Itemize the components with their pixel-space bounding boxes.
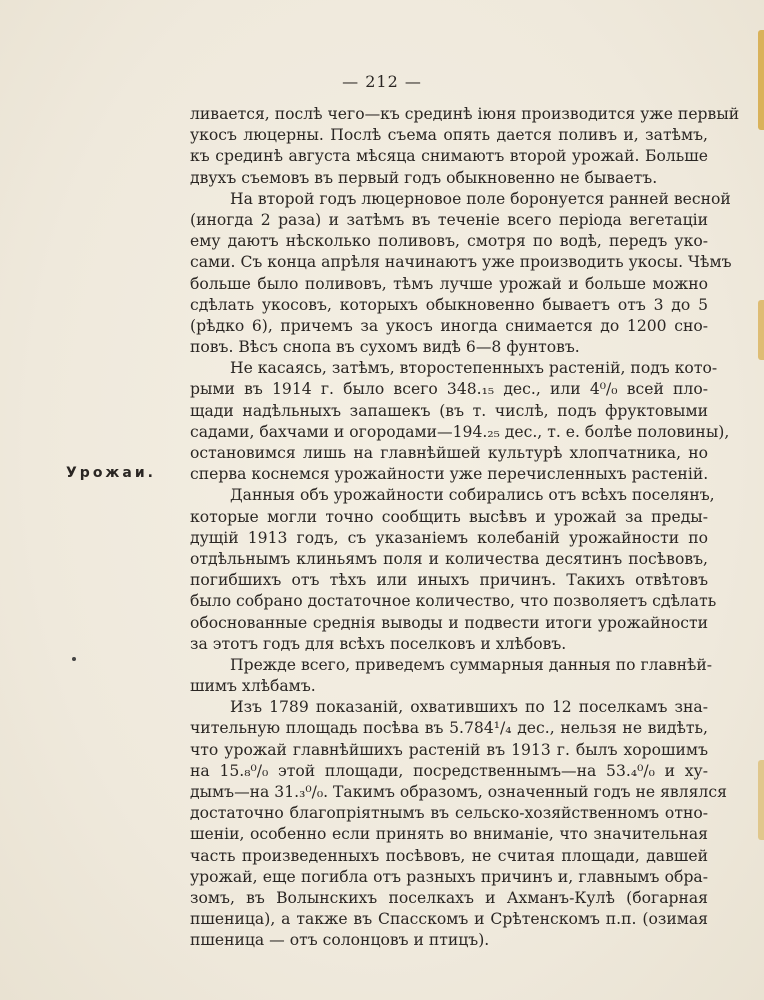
text-line: часть произведенныхъ посѣвовъ, не считая площади, давшей: [190, 846, 708, 865]
text-line: шеніи, особенно если принять во вниманіе, что значительная: [190, 825, 708, 844]
text-line: двухъ съемовъ въ первый годъ обыкновенно не бываетъ.: [190, 168, 658, 187]
paragraph: [190, 655, 713, 697]
text-line: остановимся лишь на главнѣйшей культурѣ хлопчатника, но: [190, 444, 708, 462]
text-line: дымъ—на 31.₃⁰/₀. Такимъ образомъ, означенный годъ не являлся: [190, 783, 727, 801]
text-line: сдѣлать укосовъ, которыхъ обыкновенно бываетъ отъ 3 до 5: [190, 295, 708, 314]
text-line: На второй годъ люцерновое поле боронуется ранней весной: [230, 189, 731, 208]
margin-heading: Урожаи.: [66, 465, 156, 481]
text-line: ливается, послѣ чего—къ срединѣ іюня производится уже первый: [190, 105, 740, 123]
text-line: дущій 1913 годъ, съ указаніемъ колебаній урожайности по: [190, 528, 708, 547]
paragraph: [190, 358, 730, 485]
text-line: на 15.₈⁰/₀ этой площади, посредственнымъ—на 53.₄⁰/₀ и ху-: [190, 761, 708, 780]
text-line: щади надѣльныхъ запашекъ (въ т. числѣ, подъ фруктовыми: [190, 401, 708, 420]
paragraph: [190, 697, 727, 951]
text-line: пшеница), а также въ Спасскомъ и Срѣтенскомъ п.п. (озимая: [190, 910, 708, 929]
text-line: Изъ 1789 показаній, охватившихъ по 12 поселкамъ зна-: [230, 698, 708, 717]
text-line: пшеница — отъ солонцовъ и птицъ).: [190, 931, 490, 950]
text-line: сперва коснемся урожайности уже перечисленныхъ растеній.: [190, 465, 709, 484]
text-line: погибшихъ отъ тѣхъ или иныхъ причинъ. Такихъ отвѣтовъ: [190, 571, 708, 590]
paragraph: [190, 485, 717, 655]
text-line: (рѣдко 6), причемъ за укосъ иногда снимается до 1200 сно-: [190, 316, 708, 335]
page-edge-mark: [758, 300, 764, 360]
text-line: шимъ хлѣбамъ.: [190, 677, 316, 696]
page-number: — 212 —: [342, 72, 422, 91]
text-line: рыми въ 1914 г. было всего 348.₁₅ дес., или 4⁰/₀ всей пло-: [190, 380, 708, 399]
text-line: сами. Съ конца апрѣля начинаютъ уже производить укосы. Чѣмъ: [190, 253, 732, 272]
text-line: отдѣльнымъ клиньямъ поля и количества десятинъ посѣвовъ,: [190, 549, 708, 568]
text-line: повъ. Вѣсъ снопа въ сухомъ видѣ 6—8 фунтовъ.: [190, 338, 580, 357]
text-line: было собрано достаточное количество, что позволяетъ сдѣлать: [190, 592, 717, 611]
page-edge-mark: [758, 760, 764, 840]
text-line: за этотъ годъ для всѣхъ поселковъ и хлѣбовъ.: [190, 634, 567, 653]
text-line: садами, бахчами и огородами—194.₂₅ дес., т. е. болѣе половины),: [190, 422, 730, 441]
body-text: [190, 104, 740, 952]
margin-dot: [72, 657, 76, 661]
text-line: обоснованные среднія выводы и подвести итоги урожайности: [190, 613, 708, 632]
text-line: что урожай главнѣйшихъ растеній въ 1913 г. былъ хорошимъ: [190, 740, 708, 759]
text-line: Данныя объ урожайности собирались отъ всѣхъ поселянъ,: [230, 486, 715, 505]
paragraph: [190, 104, 740, 189]
paragraph: [190, 189, 732, 359]
text-line: къ срединѣ августа мѣсяца снимаютъ второй урожай. Больше: [190, 147, 708, 166]
text-line: ему даютъ нѣсколько поливовъ, смотря по водѣ, передъ уко-: [190, 232, 708, 251]
text-line: чительную площадь посѣва въ 5.784¹/₄ дес., нельзя не видѣть,: [190, 719, 708, 738]
text-line: укосъ люцерны. Послѣ съема опять дается поливъ и, затѣмъ,: [190, 126, 708, 145]
text-line: (иногда 2 раза) и затѣмъ въ теченіе всего періода вегетаціи: [190, 210, 708, 229]
text-line: урожай, еще погибла отъ разныхъ причинъ и, главнымъ обра-: [190, 867, 708, 886]
text-line: Прежде всего, приведемъ суммарныя данныя по главнѣй-: [230, 655, 713, 674]
text-line: больше было поливовъ, тѣмъ лучше урожай и больше можно: [190, 274, 708, 293]
text-line: которые могли точно сообщить высѣвъ и урожай за преды-: [190, 507, 708, 526]
text-line: Не касаясь, затѣмъ, второстепенныхъ растеній, подъ кото-: [230, 359, 718, 378]
text-line: зомъ, въ Волынскихъ поселкахъ и Ахманъ-Кулѣ (богарная: [190, 888, 708, 907]
text-line: достаточно благопріятнымъ въ сельско-хозяйственномъ отно-: [190, 804, 708, 823]
